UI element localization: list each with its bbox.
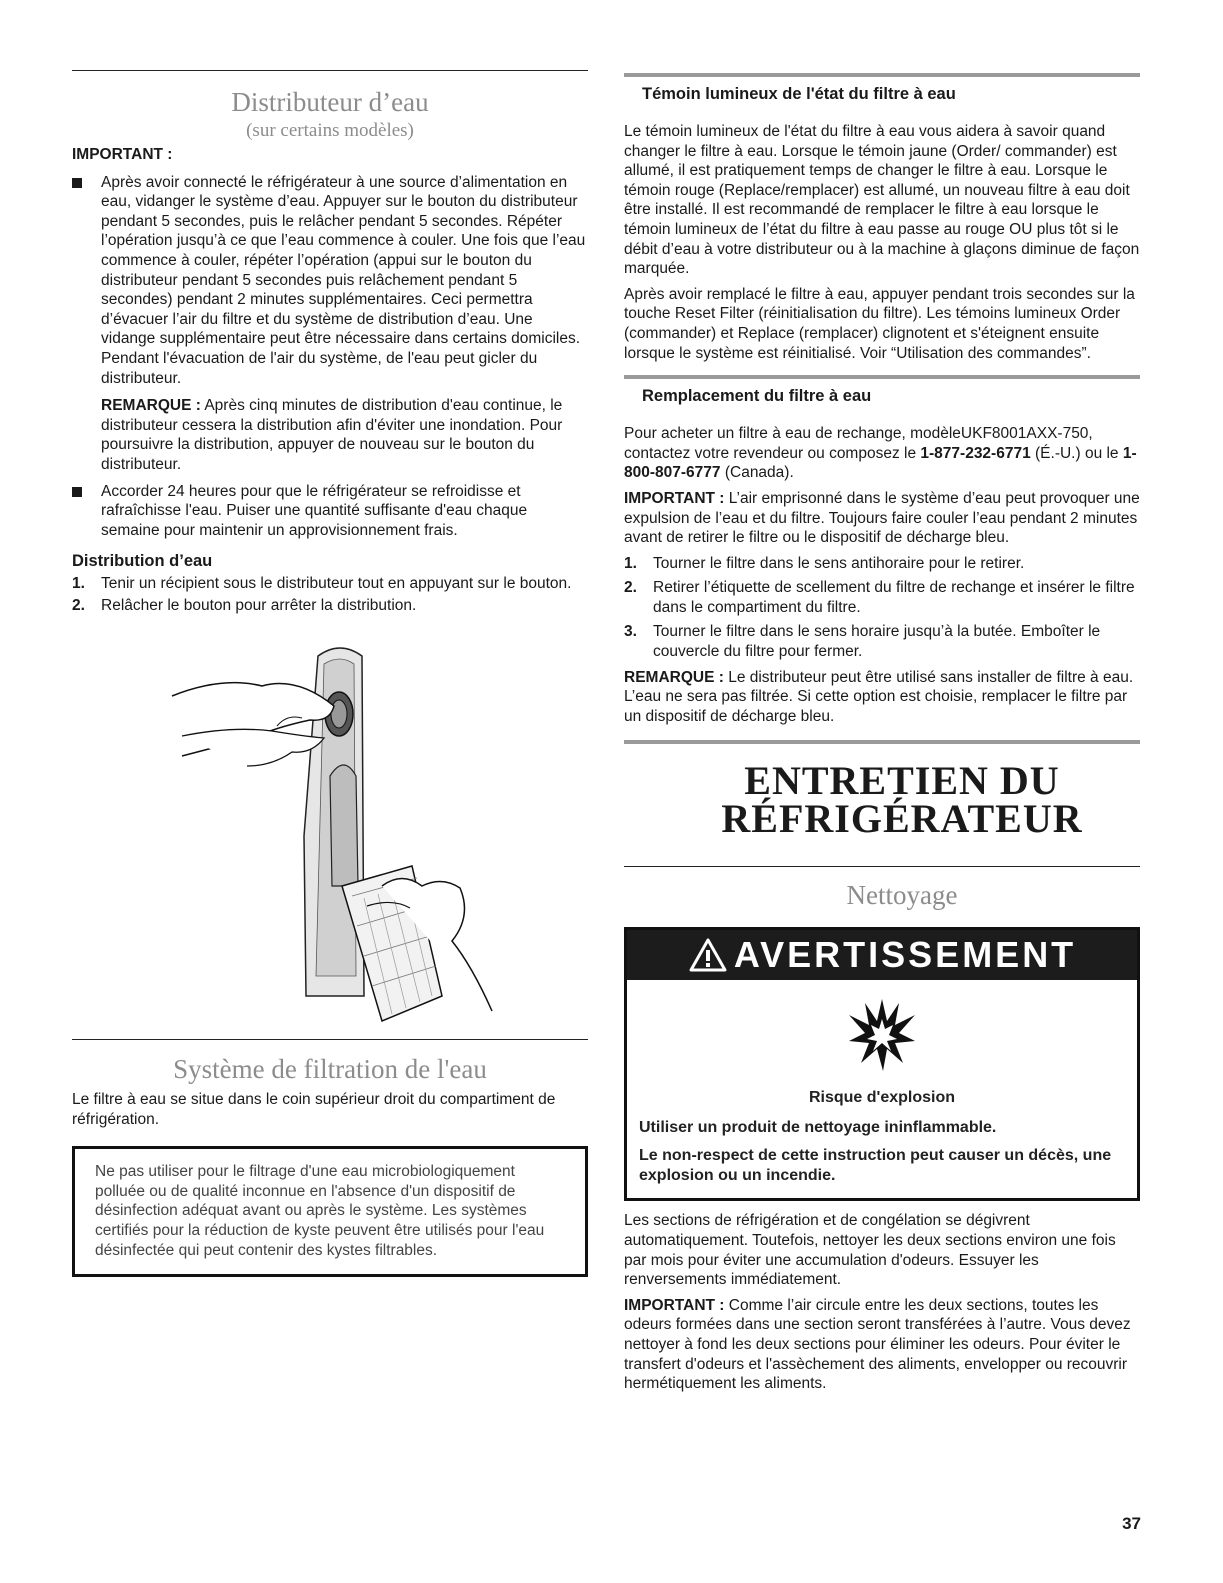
step-number: 2. bbox=[72, 597, 85, 615]
filter-warning-box bbox=[72, 1146, 588, 1277]
step-number: 1. bbox=[624, 554, 637, 572]
remarque-text: Après cinq minutes de distribution d'eau continue, le distributeur cessera la distribution afin d'éviter une inondation. Pour poursuivre la distribution, appuyer de nouveau sur le bouton du distributeur. bbox=[101, 397, 563, 473]
section-title-filtration: Système de filtration de l'eau bbox=[173, 1054, 487, 1085]
step-text: Tourner le filtre dans le sens horaire jusqu’à la butée. Emboîter le couvercle du filtre pour fermer. bbox=[653, 623, 1101, 661]
bullet-square bbox=[72, 487, 82, 497]
remplacement-heading: Remplacement du filtre à eau bbox=[642, 387, 872, 406]
section-subtitle: (sur certains modèles) bbox=[246, 120, 414, 141]
step-item bbox=[624, 554, 1140, 574]
explosion-icon-area bbox=[627, 980, 1137, 1090]
nettoyage-paragraph-1: Les sections de réfrigération et de congélation se dégivrent automatiquement. Toutefois, nettoyer les deux sections environ une fois par mois pour éviter une accumulation d'odeurs. Essuyer les renversements immédiatement. bbox=[624, 1212, 1116, 1289]
step-item bbox=[624, 622, 1140, 661]
avertissement-header bbox=[627, 930, 1137, 980]
remarque-paragraph bbox=[624, 668, 1140, 727]
temoin-paragraph-2: Après avoir remplacé le filtre à eau, appuyer pendant trois secondes sur la touche Reset Filter (réinitialisation du filtre). Les témoins lumineux Order (commander) et Replace (remplacer) clignotent et s'éteignent ensuite lorsque le système est réinitialisé. Voir “Utilisation des commandes”. bbox=[624, 285, 1135, 362]
bullet-text: Accorder 24 heures pour que le réfrigérateur se refroidisse et rafraîchisse l'eau. Puiser une quantité suffisante d'eau chaque semaine pour maintenir un approvisionnement frais. bbox=[101, 482, 528, 539]
step-text: Tourner le filtre dans le sens antihoraire pour le retirer. bbox=[653, 554, 1025, 572]
right-column bbox=[624, 70, 1140, 1394]
bullet-square bbox=[72, 178, 82, 188]
step-number: 3. bbox=[624, 623, 637, 641]
entretien-line-1: ENTRETIEN DU bbox=[744, 758, 1060, 804]
entretien-title bbox=[664, 758, 1140, 842]
filter-warning-text: Ne pas utiliser pour le filtrage d'une eau microbiologiquement polluée ou de qualité inconnue en l'absence d'un dispositif de désinfection adéquat avant ou après le système. Les systèmes certifiés pour la réduction de kyste peuvent être utilisés pour l'eau désinfectée qui peut contenir des kystes filtrables. bbox=[95, 1163, 545, 1259]
filtration-paragraph: Le filtre à eau se situe dans le coin supérieur droit du compartiment de réfrigération. bbox=[72, 1091, 556, 1128]
important-text: L’air emprisonné dans le système d’eau peut provoquer une expulsion de l’eau et du filtre. Toujours faire couler l’eau pendant 2 minutes avant de retirer le filtre ou le dispositif de décharge bleu. bbox=[624, 489, 1140, 547]
nettoyage-title: Nettoyage bbox=[846, 880, 958, 911]
important-label: IMPORTANT : bbox=[624, 1296, 725, 1314]
distribution-heading: Distribution d’eau bbox=[72, 552, 213, 571]
avertissement-title: AVERTISSEMENT bbox=[733, 934, 1077, 976]
important-label: IMPORTANT : bbox=[624, 489, 725, 507]
remarque-label: REMARQUE : bbox=[101, 397, 201, 415]
remplacement-text-c: (Canada). bbox=[720, 464, 794, 482]
page-number: 37 bbox=[1122, 1514, 1141, 1533]
step-item bbox=[72, 596, 588, 616]
step-text: Relâcher le bouton pour arrêter la distribution. bbox=[101, 597, 417, 615]
bullet-item bbox=[72, 173, 588, 389]
phone-us: 1-877-232-6771 bbox=[920, 444, 1031, 462]
dispenser-illustration-svg bbox=[72, 636, 588, 1031]
temoin-paragraph-1: Le témoin lumineux de l'état du filtre à eau vous aidera à savoir quand changer le filtre à eau. Lorsque le témoin jaune (Order/ commander) est allumé, il est pratiquement temps de changer le filtre à eau. Lorsque le témoin rouge (Replace/remplacer) est allumé, un nouveau filtre à eau doit être installé. Il est recommandé de remplacer le filtre à eau lorsque le témoin lumineux de l’état du filtre à eau passe au rouge OU plus tôt si le débit d’eau à votre distributeur ou à la machine à glaçons diminue de façon marquée. bbox=[624, 123, 1140, 278]
avertissement-body bbox=[627, 1088, 1137, 1198]
important-paragraph bbox=[624, 489, 1140, 548]
bullet-text: Après avoir connecté le réfrigérateur à une source d’alimentation en eau, vidanger le système d’eau. Appuyer sur le bouton du distributeur pendant 5 secondes, puis le relâcher pendant 5 secondes. Répéter l’opération jusqu’à ce que l’eau commence à couler. Une fois que l’eau commence à couler, répéter l’opération (appui sur le bouton du distributeur pendant 5 secondes puis relâchement pendant 5 secondes) pendant 2 minutes supplémentaires. Ceci permettra d’évacuer l’air du filtre et du système de distribution d’eau. Une vidange supplémentaire peut être nécessaire dans certains domiciles. Pendant l'évacuation de l'air du système, de l'eau peut gicler du distributeur. bbox=[101, 173, 586, 387]
remplacement-paragraph bbox=[624, 424, 1140, 483]
nettoyage-paragraph-2 bbox=[624, 1296, 1140, 1394]
nettoyage-rule bbox=[624, 866, 1140, 867]
remarque-text: Le distributeur peut être utilisé sans installer de filtre à eau. L’eau ne sera pas filtrée. Si cette option est choisie, remplacer le filtre par un dispositif de décharge bleu. bbox=[624, 668, 1134, 725]
dispenser-illustration bbox=[72, 636, 588, 1031]
risque-label: Risque d'explosion bbox=[808, 1089, 956, 1107]
remplacement-text-a: Pour acheter un filtre à eau de rechange, modèleUKF8001AXX-750, contactez votre revendeur ou composez le bbox=[624, 425, 1093, 462]
important-label: IMPORTANT : bbox=[72, 146, 173, 163]
top-rule bbox=[72, 70, 588, 71]
remplacement-text-b: (É.-U.) ou le bbox=[1030, 444, 1123, 462]
step-text: Retirer l’étiquette de scellement du filtre de rechange et insérer le filtre dans le compartiment du filtre. bbox=[653, 579, 1135, 616]
bullet-item bbox=[72, 482, 588, 541]
avertissement-box bbox=[624, 927, 1140, 1201]
entretien-line-2: RÉFRIGÉRATEUR bbox=[721, 796, 1083, 842]
warning-triangle-icon bbox=[688, 937, 728, 973]
temoin-heading: Témoin lumineux de l'état du filtre à eau bbox=[642, 85, 956, 103]
entretien-rule bbox=[624, 740, 1140, 744]
explosion-icon bbox=[847, 997, 917, 1073]
avertissement-line-1: Utiliser un produit de nettoyage ininflammable. bbox=[639, 1119, 997, 1137]
phone-canada: 1-800-807-6777 bbox=[624, 444, 1137, 482]
step-number: 1. bbox=[72, 574, 85, 592]
section-title-distributeur: Distributeur d’eau bbox=[231, 87, 429, 117]
step-item bbox=[624, 578, 1140, 617]
filtration-rule bbox=[72, 1039, 588, 1040]
left-column bbox=[72, 70, 588, 1277]
step-item bbox=[72, 574, 588, 594]
important-text: Comme l’air circule entre les deux sections, toutes les odeurs formées dans une section seront transférées à l’autre. Vous devez nettoyer à fond les deux sections pour éliminer les odeurs. Pour éviter le transfert d'odeurs et l'assèchement des aliments, envelopper ou recouvrir hermétiquement les aliments. bbox=[624, 1296, 1131, 1393]
step-text: Tenir un récipient sous le distributeur tout en appuyant sur le bouton. bbox=[101, 574, 572, 592]
step-number: 2. bbox=[624, 579, 637, 597]
avertissement-line-2: Le non-respect de cette instruction peut causer un décès, une explosion ou un incendie. bbox=[639, 1147, 1112, 1185]
remarque-label: REMARQUE : bbox=[624, 668, 724, 686]
remarque-paragraph bbox=[72, 396, 588, 474]
